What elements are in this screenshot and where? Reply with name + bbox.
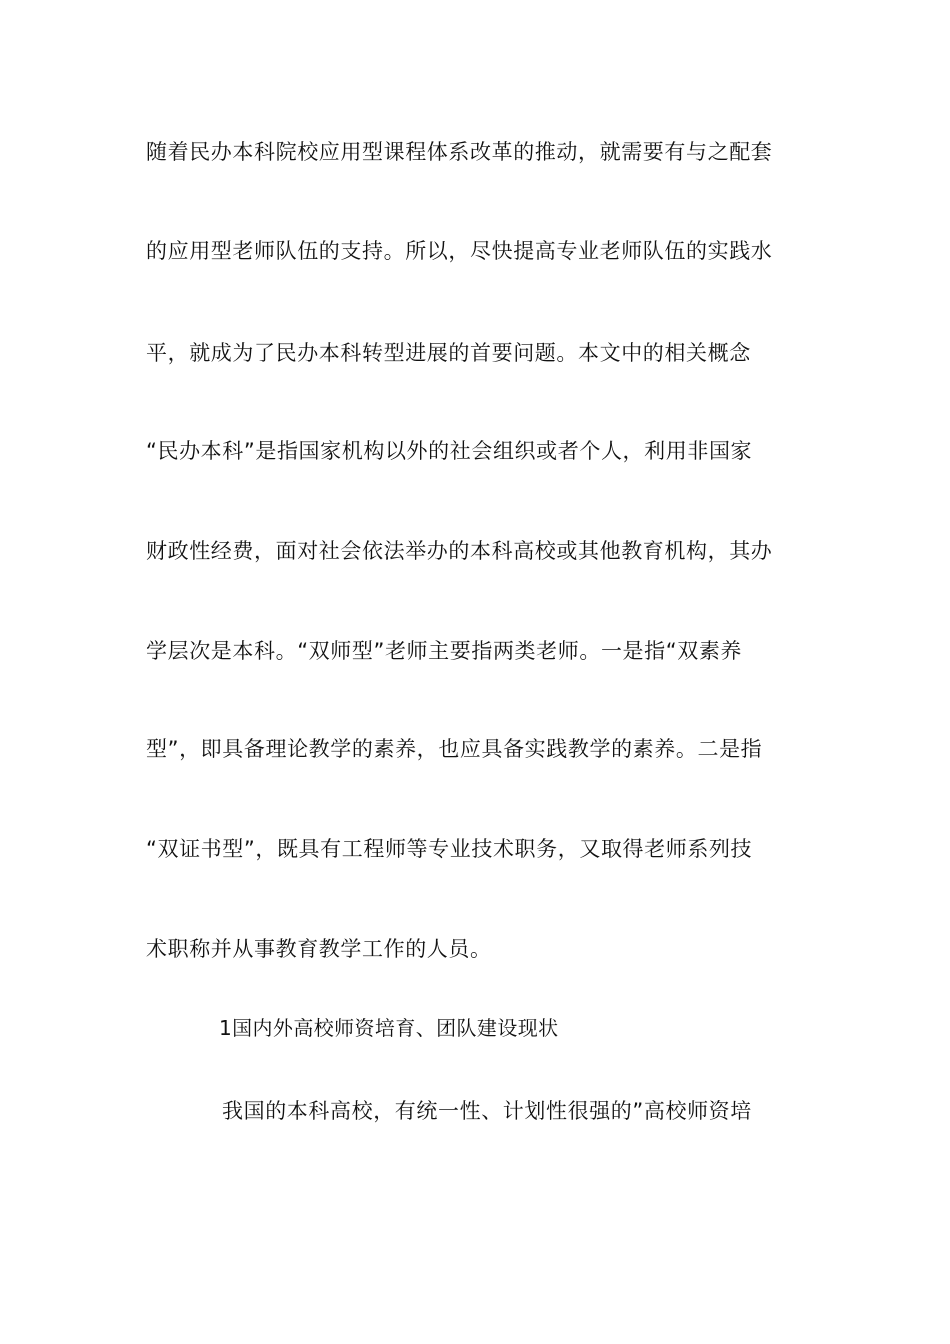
section-paragraph-first-line: 我国的本科高校，有统一性、计划性很强的”高校师资培 <box>222 1099 752 1123</box>
paragraph-line-4: “民办本科”是指国家机构以外的社会组织或者个人，利用非国家 <box>146 439 753 463</box>
paragraph-line-2: 的应用型老师队伍的支持。所以，尽快提高专业老师队伍的实践水 <box>146 239 773 263</box>
paragraph-line-8: “双证书型”，既具有工程师等专业技术职务，又取得老师系列技 <box>146 837 753 861</box>
section-heading: 1国内外高校师资培育、团队建设现状 <box>219 1016 559 1040</box>
paragraph-line-7: 型”，即具备理论教学的素养，也应具备实践教学的素养。二是指 <box>146 737 763 761</box>
paragraph-line-9: 术职称并从事教育教学工作的人员。 <box>146 937 492 961</box>
paragraph-line-5: 财政性经费，面对社会依法举办的本科高校或其他教育机构，其办 <box>146 539 773 563</box>
paragraph-line-1: 随着民办本科院校应用型课程体系改革的推动，就需要有与之配套 <box>146 140 773 164</box>
paragraph-line-3: 平，就成为了民办本科转型进展的首要问题。本文中的相关概念 <box>146 341 751 365</box>
paragraph-line-6: 学层次是本科。“双师型”老师主要指两类老师。一是指“双素养 <box>146 639 743 663</box>
